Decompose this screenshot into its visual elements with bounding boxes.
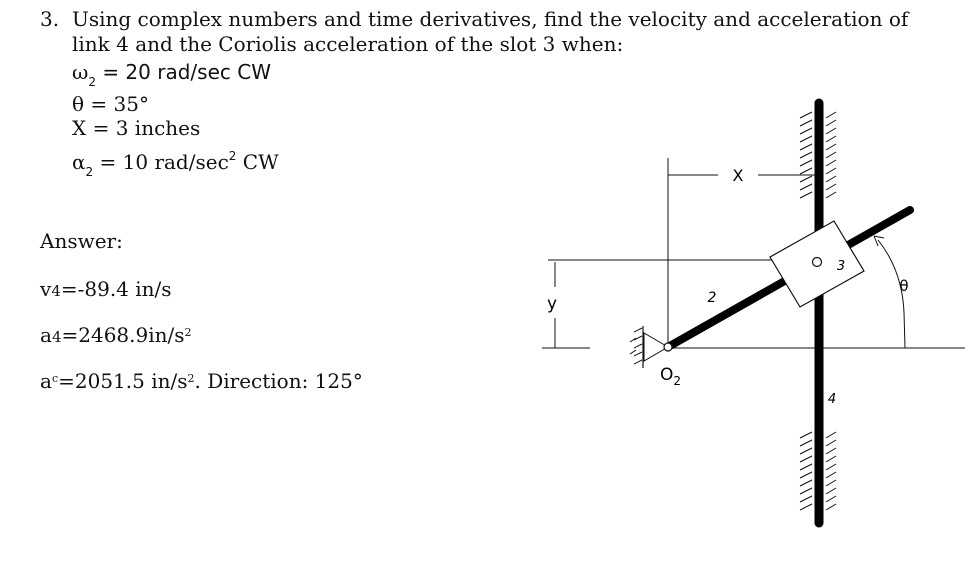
ac-exponent: 2 (187, 372, 195, 385)
reference-lines (542, 158, 965, 348)
problem-line-2: link 4 and the Coriolis acceleration of the slot 3 when: (72, 32, 624, 56)
problem-number: 3. (40, 7, 60, 31)
a4-exponent: 2 (184, 326, 192, 339)
alpha-subscript: 2 (85, 165, 94, 179)
omega-symbol: ω (72, 60, 89, 84)
label-link-3: 3 (836, 259, 846, 274)
alpha-symbol: α (72, 150, 86, 174)
label-link-2: 2 (707, 290, 717, 306)
v4-subscript: 4 (51, 282, 61, 300)
theta-reference-line (904, 312, 905, 348)
ac-direction: . Direction: 125° (194, 369, 363, 393)
label-link-4: 4 (827, 392, 837, 407)
slider-pin (813, 258, 822, 267)
alpha-value: = 10 rad/sec (99, 150, 229, 174)
label-x: X (732, 166, 744, 185)
label-o2 (660, 365, 681, 388)
v4-value: =-89.4 in/s (60, 277, 172, 301)
given-x: X = 3 inches (72, 116, 201, 140)
problem-line-1: Using complex numbers and time derivatives, find the velocity and acceleration of (72, 7, 909, 31)
given-theta: θ = 35° (72, 92, 149, 116)
theta-arc (878, 240, 904, 312)
a4-symbol: a (40, 323, 52, 347)
omega-subscript: 2 (88, 75, 96, 89)
ac-value: =2051.5 in/s (58, 369, 188, 393)
ac-symbol: a (40, 369, 52, 393)
a4-value: =2468.9in/s (61, 323, 185, 347)
a4-subscript: 4 (51, 328, 62, 346)
omega-value: = 20 rad/sec CW (102, 60, 271, 84)
v4-symbol: v (40, 277, 52, 301)
label-theta: θ (899, 277, 909, 295)
label-o2-letter: O (660, 365, 674, 385)
alpha-direction: CW (242, 150, 279, 174)
label-o2-subscript: 2 (673, 374, 682, 388)
ac-superscript: c (51, 372, 59, 385)
label-y: y (546, 294, 558, 314)
answer-heading: Answer: (40, 229, 123, 253)
ground-pivot-o2 (630, 326, 672, 368)
alpha-exponent: 2 (228, 149, 237, 163)
